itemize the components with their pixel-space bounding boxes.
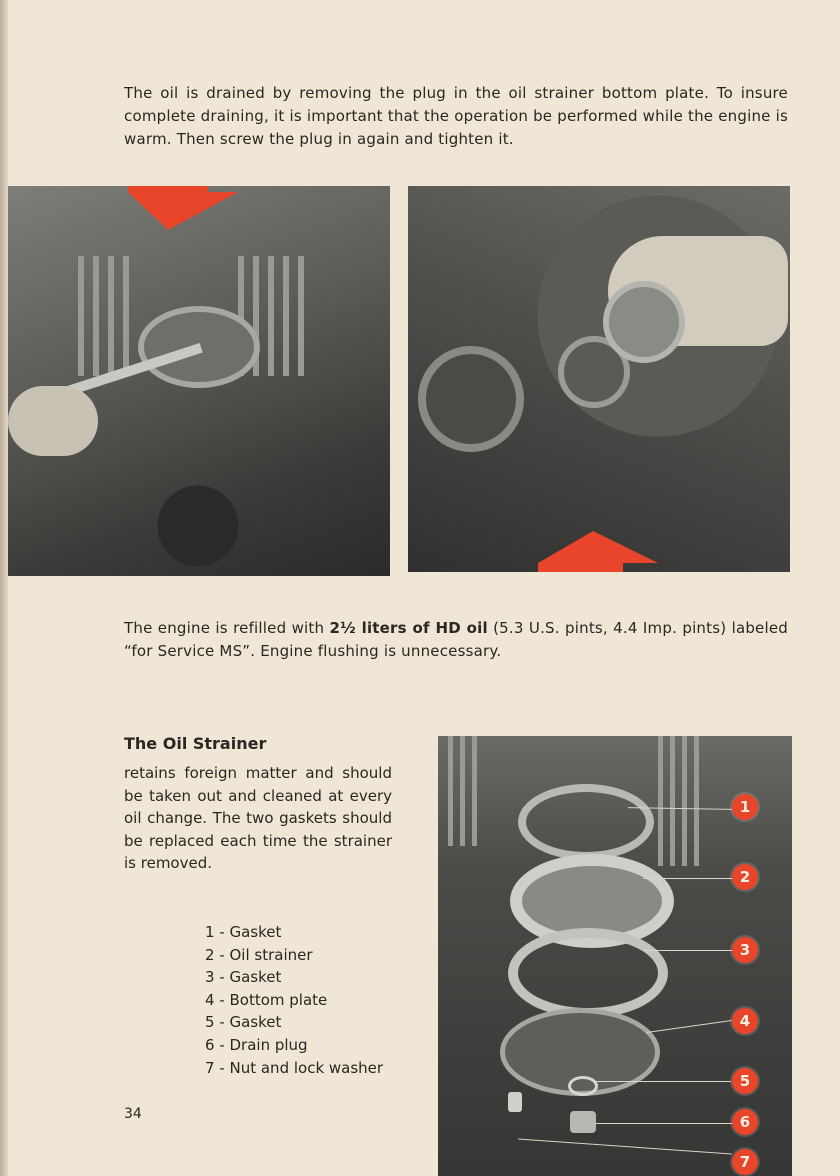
hand bbox=[8, 386, 98, 456]
callout-3: 3 bbox=[732, 937, 758, 963]
part-gasket-3 bbox=[508, 928, 668, 1018]
refill-paragraph: The engine is refilled with 2½ liters of HD oil (5.3 U.S. pints, 4.4 Imp. pints) labeled “for Service MS”. Engine flushing is unnecessary. bbox=[124, 619, 789, 660]
callout-4: 4 bbox=[732, 1008, 758, 1034]
list-item: 7 - Nut and lock washer bbox=[205, 1058, 384, 1077]
list-item: 4 - Bottom plate bbox=[205, 990, 328, 1009]
leader-line bbox=[593, 1081, 731, 1082]
list-item: 5 - Gasket bbox=[205, 1013, 282, 1032]
callout-5: 5 bbox=[732, 1068, 758, 1094]
part-gasket-5 bbox=[568, 1076, 598, 1096]
photo-oil-filler-cap bbox=[408, 186, 790, 572]
callout-7: 7 bbox=[732, 1149, 758, 1175]
strainer-description: retains foreign matter and should be taken out and cleaned at every oil change. The two gaskets should be replaced each time the strainer is removed. bbox=[124, 764, 392, 872]
list-item: 2 - Oil strainer bbox=[205, 945, 313, 964]
part-drain-plug bbox=[570, 1111, 596, 1133]
list-item: 1 - Gasket bbox=[205, 923, 282, 941]
leader-line bbox=[644, 950, 732, 951]
list-item: 3 - Gasket bbox=[205, 968, 282, 987]
oil-amount: 2½ liters of HD oil bbox=[329, 619, 488, 637]
red-pointer-arrow bbox=[128, 186, 238, 232]
photo-strainer-exploded bbox=[438, 736, 792, 1176]
pulley bbox=[418, 346, 524, 452]
filler-cap bbox=[603, 281, 685, 363]
page-binding-edge bbox=[0, 0, 8, 1176]
callout-6: 6 bbox=[732, 1109, 758, 1135]
red-pointer-arrow bbox=[538, 531, 658, 572]
parts-list bbox=[205, 921, 383, 1079]
part-nut-washer bbox=[508, 1092, 522, 1112]
photo-oil-drain-wrench bbox=[8, 186, 390, 576]
section-heading: The Oil Strainer bbox=[124, 734, 267, 753]
leader-line bbox=[596, 1123, 732, 1124]
part-gasket-1 bbox=[518, 784, 654, 860]
callout-2: 2 bbox=[732, 864, 758, 890]
intro-paragraph: The oil is drained by removing the plug in the oil strainer bottom plate. To insure complete draining, it is important that the operation be performed while the engine is warm. Then screw the plug in again and tighten it. bbox=[124, 84, 788, 148]
page-number: 34 bbox=[124, 1106, 142, 1122]
leader-line bbox=[643, 878, 733, 879]
callout-1: 1 bbox=[732, 794, 758, 820]
list-item: 6 - Drain plug bbox=[205, 1035, 308, 1054]
leader-line bbox=[646, 1020, 731, 1033]
leader-line bbox=[518, 1139, 732, 1155]
